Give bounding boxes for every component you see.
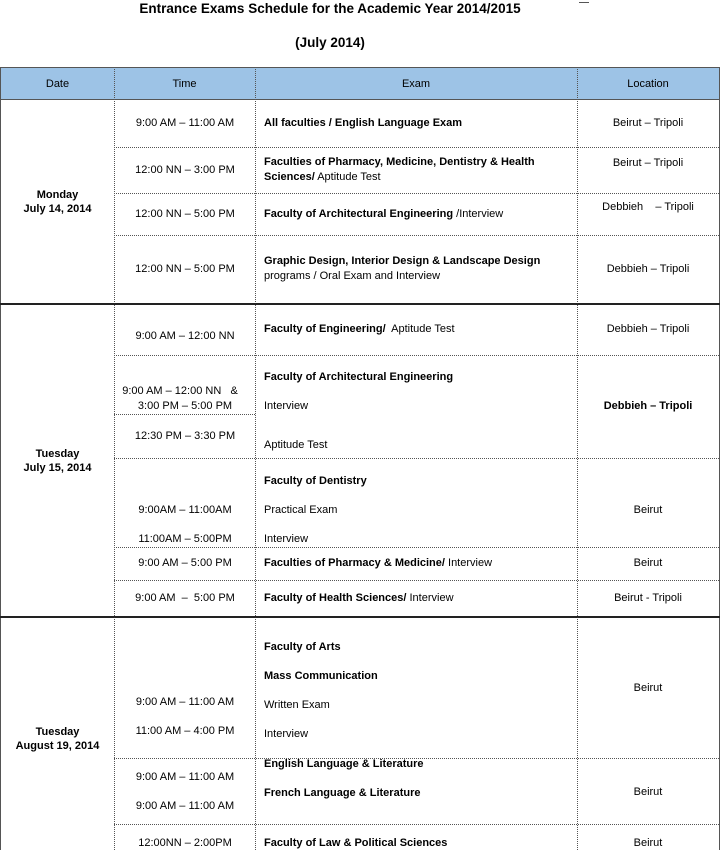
exam-title: Faculty of Arts [264, 641, 341, 653]
row-location: Debbieh – Tripoli [606, 263, 690, 275]
exam-title: Faculty of Law & Political Sciences [264, 837, 448, 849]
exam-detail: Aptitude Test [264, 439, 328, 451]
row-location: Debbieh – Tripoli [603, 400, 693, 412]
rule [114, 235, 719, 236]
row-time: 9:00 AM – 11:00 AM [135, 117, 235, 129]
exam-detail: Practical Exam [264, 504, 338, 516]
rule [0, 67, 720, 68]
row-exam [264, 208, 503, 220]
row-time: 12:00NN – 2:00PM [138, 837, 232, 849]
row-time: 12:30 PM – 3:30 PM [134, 430, 236, 442]
day-weekday: Tuesday [35, 726, 80, 738]
document-subtitle: (July 2014) [295, 35, 365, 50]
exam-detail: programs / Oral Exam and Interview [264, 270, 441, 282]
rule [114, 147, 719, 148]
day-weekday: Tuesday [35, 447, 80, 460]
row-time: 9:00 AM – 11:00 AM [135, 771, 235, 783]
row-time: 11:00 AM – 4:00 PM [135, 725, 235, 737]
day-date: August 19, 2014 [15, 740, 100, 752]
rule [719, 67, 720, 850]
exam-title: Faculty of Dentistry [264, 475, 367, 487]
row-time: 9:00 AM – 11:00 AM [135, 800, 235, 812]
exam-detail: Interview [264, 400, 309, 412]
row-time: 12:00 NN – 3:00 PM [135, 164, 235, 176]
row-time: 12:00 NN – 5:00 PM [135, 263, 235, 275]
exam-detail: Interview [406, 592, 454, 604]
exam-title: Faculty of Health Sciences/ [264, 592, 407, 604]
header-time: Time [172, 77, 197, 90]
document-title: Entrance Exams Schedule for the Academic Year 2014/2015 [139, 1, 521, 16]
row-location: Debbieh – Tripoli [602, 201, 694, 213]
exam-title: Faculty of Architectural Engineering [264, 371, 454, 383]
header-location: Location [627, 77, 669, 90]
row-time: 9:00 AM – 5:00 PM [135, 592, 235, 604]
row-time: 9:00 AM – 5:00 PM [138, 557, 232, 569]
row-exam [264, 323, 455, 335]
exam-detail: Interview [264, 728, 309, 740]
row-time: 11:00AM – 5:00PM [138, 533, 232, 545]
row-time: 9:00 AM – 12:00 NN [135, 330, 235, 342]
exam-title: Faculty of Engineering/ [264, 323, 386, 335]
row-exam [264, 837, 447, 849]
exam-detail: Aptitude Test [385, 323, 455, 335]
row-location: Beirut [633, 557, 663, 569]
day-weekday: Monday [36, 188, 79, 201]
exam-title: French Language & Literature [264, 787, 421, 799]
row-location: Beirut – Tripoli [612, 157, 684, 169]
day-date: July 14, 2014 [23, 202, 92, 215]
exam-detail: Interview [264, 533, 309, 545]
exam-detail: Aptitude Test [314, 171, 381, 183]
row-location: Beirut [633, 504, 663, 516]
rule [114, 355, 719, 356]
row-time: 9:00 AM – 12:00 NN & [122, 385, 238, 397]
exam-title: All faculties / English Language Exam [264, 117, 463, 129]
header-exam: Exam [401, 77, 431, 90]
row-exam [264, 592, 454, 604]
exam-subtitle: Mass Communication [264, 670, 378, 682]
row-location: Beirut - Tripoli [614, 592, 682, 604]
exam-detail: /Interview [453, 208, 504, 220]
row-location: Beirut – Tripoli [612, 117, 684, 129]
row-location: Beirut [633, 837, 663, 849]
exam-detail: Written Exam [264, 699, 330, 711]
exam-title: Faculties of Pharmacy, Medicine, Dentistry & Health Sciences/ [264, 156, 535, 183]
day-date: July 15, 2014 [23, 461, 92, 474]
day-cell-tuesday-july [1, 305, 114, 616]
row-exam [264, 155, 564, 185]
rule [114, 547, 719, 548]
row-exam [264, 117, 462, 129]
day-cell-monday [1, 100, 114, 303]
rule [114, 193, 719, 194]
rule [114, 458, 719, 459]
row-location: Beirut [633, 786, 663, 798]
row-time: 9:00AM – 11:00AM [138, 504, 232, 516]
exam-title: English Language & Literature [264, 758, 424, 770]
day-cell-tuesday-august [1, 618, 114, 850]
row-exam [264, 254, 574, 284]
row-location: Debbieh – Tripoli [606, 323, 690, 335]
row-location: Beirut [633, 682, 663, 694]
exam-title: Graphic Design, Interior Design & Landscape Design [264, 255, 541, 267]
row-time: 9:00 AM – 11:00 AM [135, 696, 235, 708]
rule [114, 414, 255, 415]
rule [114, 824, 719, 825]
exam-title: Faculties of Pharmacy & Medicine/ [264, 557, 445, 569]
rule [114, 580, 719, 581]
row-exam [264, 557, 492, 569]
header-date: Date [45, 77, 70, 90]
row-time: 3:00 PM – 5:00 PM [137, 400, 233, 412]
exam-title: Faculty of Architectural Engineering [264, 208, 454, 220]
row-time: 12:00 NN – 5:00 PM [135, 208, 235, 220]
exam-detail: Interview [444, 557, 493, 569]
